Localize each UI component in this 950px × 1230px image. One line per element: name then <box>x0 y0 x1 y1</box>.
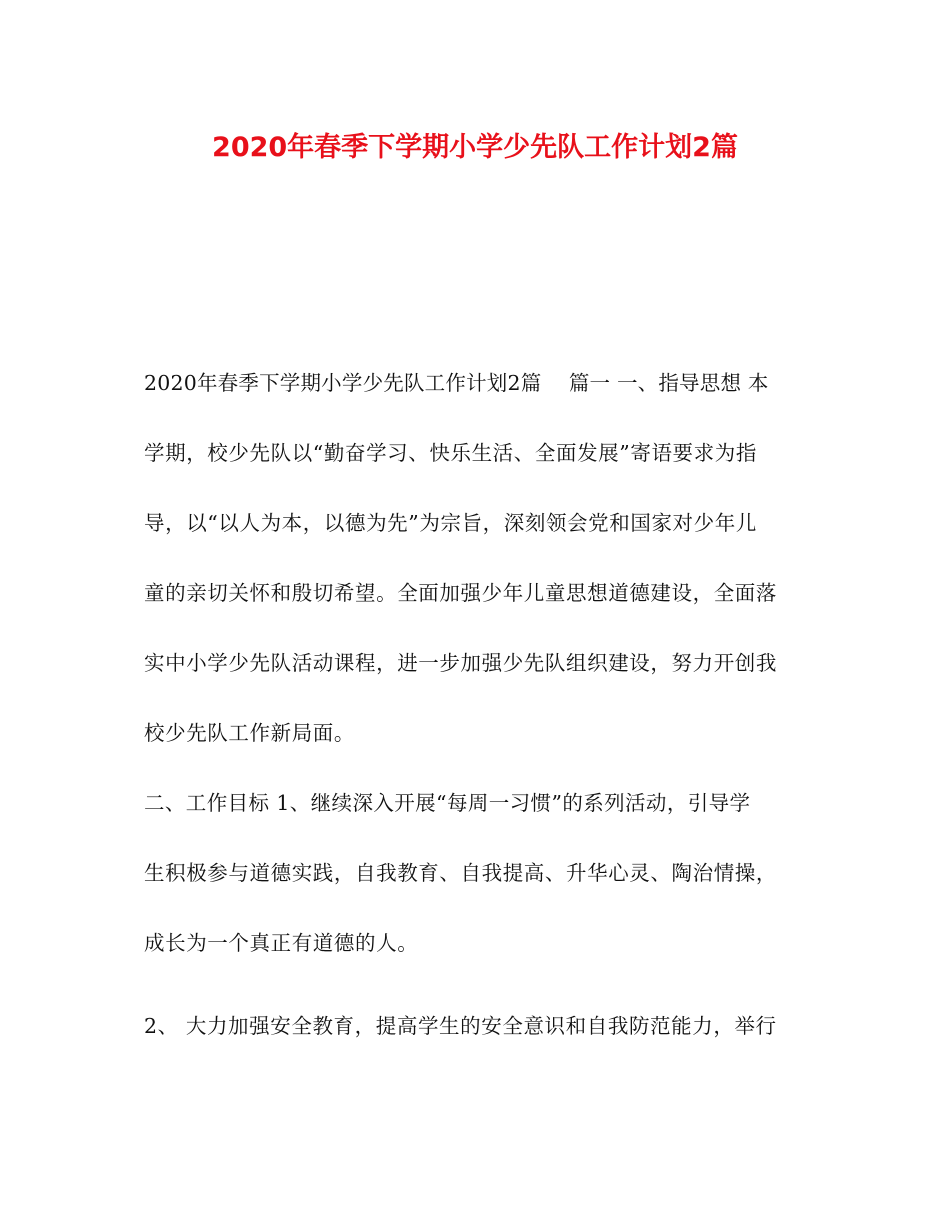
body-text-line: 生积极参与道德实践，自我教育、自我提高、升华心灵、陶治情操， <box>144 861 777 885</box>
body-text-line: 学期，校少先队以“勤奋学习、快乐生活、全面发展”寄语要求为指 <box>144 441 757 465</box>
document-title: 2020年春季下学期小学少先队工作计划2篇 <box>212 132 738 163</box>
body-text-line: 2、 大力加强安全教育，提高学生的安全意识和自我防范能力，举行 <box>144 1014 777 1038</box>
body-text-line: 2020年春季下学期小学少先队工作计划2篇 篇一 一、指导思想 本 <box>144 371 769 395</box>
body-text-line: 二、工作目标 1、继续深入开展“每周一习惯”的系列活动，引导学 <box>144 791 751 815</box>
body-text-line: 导，以“以人为本，以德为先”为宗旨，深刻领会党和国家对少年儿 <box>144 511 757 535</box>
body-text-line: 成长为一个真正有道德的人。 <box>144 931 419 955</box>
body-text-line: 童的亲切关怀和殷切希望。全面加强少年儿童思想道德建设，全面落 <box>144 581 777 605</box>
body-text-line: 校少先队工作新局面。 <box>144 721 355 745</box>
body-text-line: 实中小学少先队活动课程，进一步加强少先队组织建设，努力开创我 <box>144 651 777 675</box>
